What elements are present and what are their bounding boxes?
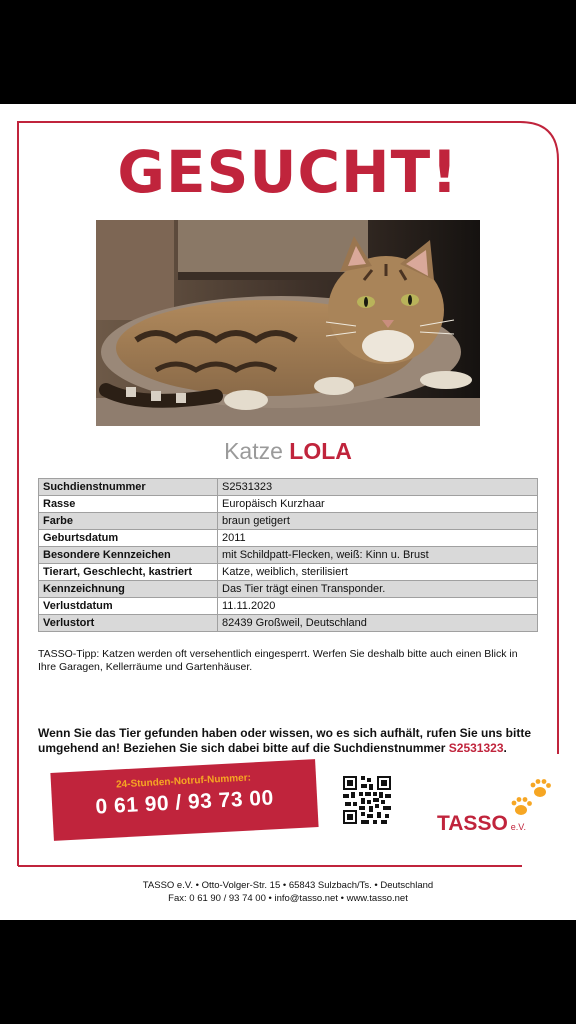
pet-call-name: LOLA: [289, 438, 352, 464]
table-row: [39, 564, 538, 581]
table-row: [39, 513, 538, 530]
table-row: [39, 479, 538, 496]
pet-species: Katze: [224, 438, 283, 464]
detail-value: Katze, weiblich, sterilisiert: [218, 564, 538, 581]
missing-pet-poster: [0, 104, 576, 920]
detail-value: braun getigert: [218, 513, 538, 530]
detail-label: Kennzeichnung: [39, 581, 218, 598]
detail-value: 2011: [218, 530, 538, 547]
headline: GESUCHT!: [117, 138, 459, 206]
detail-label: Verlustort: [39, 615, 218, 632]
callout-period: .: [503, 741, 507, 755]
logo-name: TASSO: [437, 812, 508, 835]
table-row: [39, 496, 538, 513]
detail-value: 11.11.2020: [218, 598, 538, 615]
tasso-logo: [437, 812, 526, 836]
table-row: [39, 547, 538, 564]
footer-line: Fax: 0 61 90 / 93 74 00 • info@tasso.net • www.tasso.net: [168, 893, 408, 904]
footer-line: TASSO e.V. • Otto-Volger-Str. 15 • 65843 Sulzbach/Ts. • Deutschland: [142, 880, 434, 891]
qr-code[interactable]: [343, 776, 391, 824]
callout-line: Wenn Sie das Tier gefunden haben oder wissen, wo es sich aufhält, rufen Sie uns bitte: [38, 726, 531, 740]
detail-value: S2531323: [218, 479, 538, 496]
table-row: [39, 598, 538, 615]
tasso-tip: [38, 648, 538, 674]
hotline-label: 24-Stunden-Notruf-Nummer:: [115, 772, 252, 791]
detail-value: 82439 Großweil, Deutschland: [218, 615, 538, 632]
table-row: [39, 581, 538, 598]
tip-line: TASSO-Tipp: Katzen werden oft versehentlich eingesperrt. Werfen Sie deshalb bitte auch einen Blick in: [38, 648, 518, 660]
cat-photo: [96, 220, 480, 426]
detail-label: Farbe: [39, 513, 218, 530]
callout-line: umgehend an! Beziehen Sie sich dabei bitte auf die Suchdienstnummer: [38, 741, 446, 755]
detail-label: Geburtsdatum: [39, 530, 218, 547]
pet-name: [0, 438, 576, 465]
footer-address: [0, 879, 576, 905]
detail-label: Besondere Kennzeichen: [39, 547, 218, 564]
hotline-phone-number[interactable]: 0 61 90 / 93 73 00: [94, 786, 275, 819]
detail-value: Das Tier trägt einen Transponder.: [218, 581, 538, 598]
detail-label: Verlustdatum: [39, 598, 218, 615]
detail-value: mit Schildpatt-Flecken, weiß: Kinn u. Brust: [218, 547, 538, 564]
contact-callout: [38, 726, 548, 756]
table-row: [39, 615, 538, 632]
table-row: [39, 530, 538, 547]
pet-details-table: [38, 478, 538, 632]
detail-label: Suchdienstnummer: [39, 479, 218, 496]
detail-value: Europäisch Kurzhaar: [218, 496, 538, 513]
tip-line: Ihre Garagen, Kellerräume und Gartenhäuser.: [38, 661, 253, 673]
detail-label: Tierart, Geschlecht, kastriert: [39, 564, 218, 581]
logo-suffix: e.V.: [510, 822, 526, 832]
hotline-banner: [50, 759, 318, 841]
detail-label: Rasse: [39, 496, 218, 513]
search-service-number: S2531323: [448, 741, 504, 755]
